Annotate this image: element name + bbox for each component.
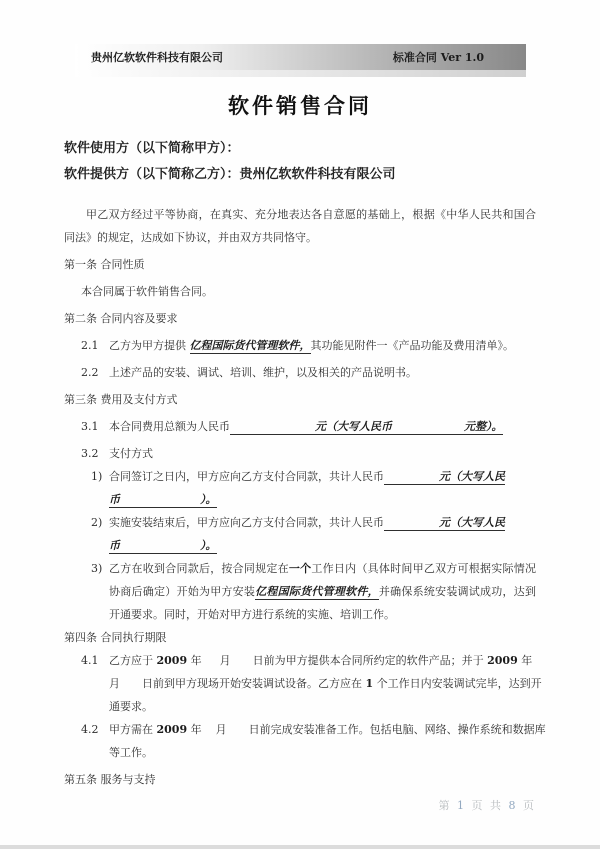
party-a-label: 软件使用方（以下简称甲方）： <box>64 141 240 156</box>
clause-1-body: 本合同属于软件销售合同。 <box>81 285 213 298</box>
payment-item-2 <box>91 511 536 557</box>
blank-field <box>392 428 464 430</box>
clause-2-1-number: 2.1 <box>81 339 99 352</box>
payment-item-3-pre: 乙方在收到合同款后，按合同规定在 <box>109 562 289 575</box>
clause-4-1-number: 4.1 <box>81 654 99 667</box>
payment-item-3-mid: 工作日内（具体时间甲乙双方可根据实际情况协商后确定）开始为甲方安装 <box>109 562 537 598</box>
section-5-heading: 第五条 服务与支持 <box>64 773 156 786</box>
section-4-heading: 第四条 合同执行期限 <box>64 631 167 644</box>
clause-3-1-end: 元整）。 <box>464 420 503 433</box>
amount-fill-line <box>230 420 503 435</box>
clause-4-2-l1c: 日前完成安装准备工作。包括电脑、网络、操作系统和数据库 <box>248 723 546 736</box>
header-company: 贵州亿软软件科技有限公司 <box>91 51 223 64</box>
blank-field <box>120 501 200 503</box>
workday-count: 1 <box>365 677 374 690</box>
blank-field <box>384 478 439 480</box>
clause-2-1 <box>81 334 536 357</box>
product-name: 亿程国际货代管理软件， <box>255 585 379 598</box>
party-a-line <box>64 136 536 162</box>
clause-4-1-line-1 <box>109 649 542 672</box>
amount-fill-line <box>109 493 217 508</box>
page-title: 软件销售合同 <box>228 93 372 118</box>
clause-2-2 <box>81 361 536 384</box>
blank-space <box>120 685 142 687</box>
product-name: 亿程国际货代管理软件， <box>189 339 311 352</box>
month-label: 月 <box>219 654 231 667</box>
clause-3-1-number: 3.1 <box>81 420 99 433</box>
clause-3-1-text <box>109 415 536 438</box>
blank-space <box>231 662 253 664</box>
payment-item-2-line-2 <box>109 534 536 557</box>
product-name-underlined <box>255 585 379 600</box>
header-version: 标准合同 Ver 1.0 <box>392 51 484 64</box>
clause-4-1-line-3 <box>109 695 542 718</box>
payment-item-1-l2b: ）。 <box>200 493 217 506</box>
clause-3-1-pre: 本合同费用总额为人民币 <box>109 420 230 433</box>
payment-item-1-em: 元（大写人民 <box>439 470 505 483</box>
payment-item-2-pre: 实施安装结束后，甲方应向乙方支付合同款，共计人民币 <box>109 516 384 529</box>
party-b-value: 贵州亿软软件科技有限公司 <box>239 167 396 182</box>
payment-item-2-l2a: 币 <box>109 539 120 552</box>
clause-4-2-line-2 <box>109 741 546 764</box>
clause-4-2-line-1 <box>109 718 546 741</box>
clause-4-1-l2b: 个工作日内安装调试完毕，达到开 <box>373 677 542 690</box>
payment-item-3-number: 3) <box>91 562 103 575</box>
header-bar-shadow <box>75 70 526 77</box>
year-value: 2009 <box>156 654 188 667</box>
product-name-underlined <box>190 339 311 354</box>
clause-3-1-mid: 元（大写人民币 <box>315 420 392 433</box>
blank-field <box>230 428 315 430</box>
footer-text: 共 <box>490 799 503 812</box>
payment-item-1-line-2 <box>109 488 536 511</box>
header-bar <box>75 44 526 70</box>
blank-space <box>202 662 220 664</box>
section-1-heading: 第一条 合同性质 <box>64 258 145 271</box>
blank-field <box>120 547 200 549</box>
payment-item-3-post: 并确保系统安装调试成功，达到开通要求。同时，开始对甲方进行系统的实施、培训工作。 <box>109 585 537 621</box>
payment-item-2-number: 2) <box>91 516 103 529</box>
year-value: 2009 <box>487 654 518 667</box>
clause-2-1-pre: 乙方为甲方提供 <box>109 339 190 352</box>
payment-item-1 <box>91 465 536 511</box>
payment-item-2-text <box>109 511 536 557</box>
clause-4-1-l1a: 乙方应于 <box>109 654 157 667</box>
clause-4-2-l1b: 年 <box>187 723 202 736</box>
clause-4-2 <box>81 718 546 764</box>
footer-text: 第 <box>438 799 452 812</box>
payment-item-3-bold: 一个 <box>288 562 312 575</box>
payment-item-1-text <box>109 465 536 511</box>
payment-item-3 <box>91 557 536 626</box>
parties-block <box>64 136 536 188</box>
payment-item-1-number: 1) <box>91 470 103 483</box>
payment-item-1-line-1 <box>109 465 536 488</box>
clause-2-1-post: 其功能见附件一《产品功能及费用清单》。 <box>310 339 514 352</box>
payment-item-3-text <box>109 557 536 626</box>
clause-4-1-l1b: 年 <box>187 654 202 667</box>
clause-2-1-text <box>109 334 536 357</box>
month-label: 月 <box>215 723 227 736</box>
clause-4-1-l3: 通要求。 <box>109 700 153 713</box>
clause-4-2-l1a: 甲方需在 <box>109 723 157 736</box>
payment-item-1-pre: 合同签订之日内，甲方应向乙方支付合同款，共计人民币 <box>109 470 384 483</box>
party-b-line <box>64 162 536 188</box>
clause-4-1-l2a: 日前到甲方现场开始安装调试设备。乙方应在 <box>142 677 366 690</box>
clause-3-2 <box>81 442 536 465</box>
footer-text: 页 <box>523 799 536 812</box>
clause-4-2-text <box>109 718 546 764</box>
clause-3-2-text: 支付方式 <box>109 447 153 460</box>
clause-2-2-number: 2.2 <box>81 366 99 379</box>
clause-4-1-l1d: 年 <box>517 654 533 667</box>
blank-space <box>202 731 216 733</box>
clause-3-1 <box>81 415 536 438</box>
clause-4-1 <box>81 649 542 718</box>
clause-3-2-number: 3.2 <box>81 447 99 460</box>
clause-4-1-l1c: 日前为甲方提供本合同所约定的软件产品；并于 <box>252 654 488 667</box>
clause-4-1-line-2 <box>109 672 542 695</box>
section-2-heading: 第二条 合同内容及要求 <box>64 312 178 325</box>
section-3-heading: 第三条 费用及支付方式 <box>64 393 178 406</box>
party-b-label: 软件提供方（以下简称乙方）： <box>64 167 240 182</box>
page-footer <box>439 797 537 813</box>
clause-4-2-number: 4.2 <box>81 723 99 736</box>
payment-item-2-line-1 <box>109 511 536 534</box>
current-page-number: 1 <box>457 799 466 812</box>
amount-fill-line <box>109 539 217 554</box>
amount-fill-line <box>384 516 505 531</box>
total-pages-number: 8 <box>508 799 518 812</box>
amount-fill-line <box>384 470 505 485</box>
blank-field <box>384 524 439 526</box>
clause-2-2-text: 上述产品的安装、调试、培训、维护，以及相关的产品说明书。 <box>109 366 417 379</box>
blank-space <box>227 731 249 733</box>
payment-item-2-em: 元（大写人民 <box>439 516 505 529</box>
month-label: 月 <box>109 677 120 690</box>
payment-item-2-l2b: ）。 <box>200 539 217 552</box>
payment-item-1-l2a: 币 <box>109 493 120 506</box>
footer-text: 页 <box>471 799 485 812</box>
year-value: 2009 <box>156 723 188 736</box>
preamble-paragraph: 甲乙双方经过平等协商，在真实、充分地表达各自意愿的基础上，根据《中华人民共和国合同法》的规定，达成如下协议，并由双方共同恪守。 <box>64 208 536 244</box>
clause-4-1-text <box>109 649 542 718</box>
clause-4-2-l2: 等工作。 <box>109 746 153 759</box>
